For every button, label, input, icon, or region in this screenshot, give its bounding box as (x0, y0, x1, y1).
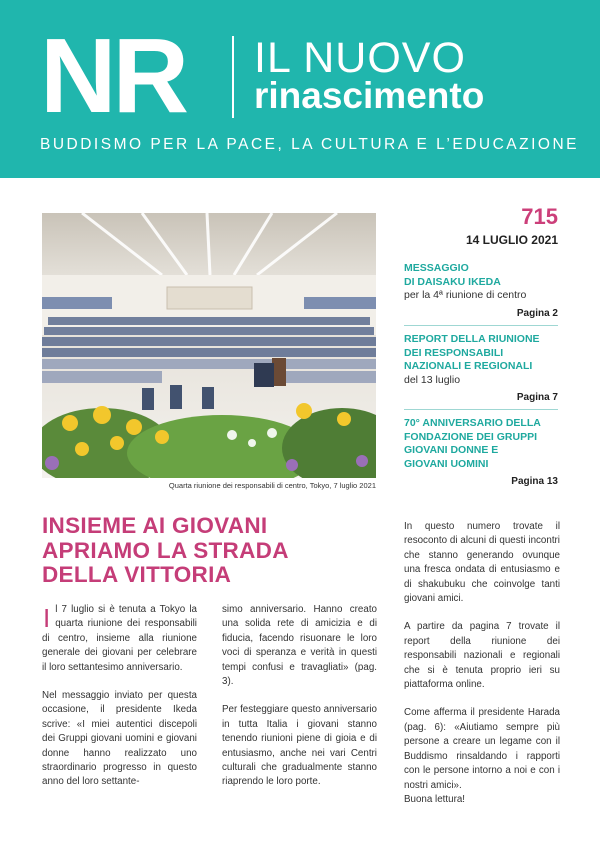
toc-subtitle: del 13 luglio (404, 373, 461, 386)
photo-caption: Quarta riunione dei responsabili di centro, Tokyo, 7 luglio 2021 (168, 481, 376, 490)
logo-divider (232, 36, 234, 118)
toc-title: REPORT DELLA RIUNIONE DEI RESPONSABILI NAZIONALI E REGIONALI (404, 333, 540, 372)
article-paragraph: Nel messaggio inviato per questa occasione, il presidente Ikeda scrive: «I miei autentici discepoli dei Gruppi giovani uomini e giovani donne hanno realizzato uno straordinario progresso in questo anno del loro settante- (42, 690, 197, 788)
magazine-title-line1: IL NUOVO (254, 34, 466, 82)
cover-photo (42, 213, 376, 478)
article-paragraph: Come afferma il presidente Harada (pag. 6): «Aiutiamo sempre più persone a creare un legame con il Buddismo rinsaldando i rapporti con le persone intorno a noi e con i nostri amici». (404, 707, 560, 791)
magazine-title-line2: rinascimento (254, 75, 485, 116)
masthead (0, 0, 600, 178)
toc-title: MESSAGGIO DI DAISAKU IKEDA (404, 262, 501, 288)
toc-page: Pagina 7 (516, 392, 558, 403)
article-column-1 (42, 603, 197, 804)
toc-item[interactable] (404, 262, 558, 320)
article-column-2 (222, 603, 377, 804)
toc-item[interactable] (404, 417, 558, 488)
logo-initials: NR (40, 17, 186, 135)
toc-title: 70° ANNIVERSARIO DELLA FONDAZIONE DEI GRUPPI GIOVANI DONNE E GIOVANI UOMINI (404, 417, 541, 470)
tagline: BUDDISMO PER LA PACE, LA CULTURA E L’EDUCAZIONE (40, 136, 579, 153)
article-paragraph: Per festeggiare questo anniversario in tutta Italia i giovani stanno tenendo riunioni piene di gioia e di entusiasmo, anche nei vari Centri culturali che gradualmente stanno riaprendo le loro porte. (222, 704, 377, 788)
article-sign-off: Buona lettura! (404, 793, 466, 805)
article-paragraph: Il 7 luglio si è tenuta a Tokyo la quarta riunione dei responsabili di centro, insieme alla riunione generale dei giovani per celebrare il loro settantesimo anniversario. (42, 603, 197, 673)
issue-number: 715 (521, 204, 558, 229)
article-column-3 (404, 520, 560, 821)
article-headline: INSIEME AI GIOVANI APRIAMO LA STRADA DELLA VITTORIA (42, 513, 289, 587)
toc-page: Pagina 13 (511, 476, 558, 487)
meeting-hall-illustration (42, 213, 376, 478)
toc-item[interactable] (404, 333, 558, 404)
article-paragraph: A partire da pagina 7 trovate il report della riunione dei responsabili nazionali e regionali che si è tenuta proprio ieri su piattaforma online. (404, 621, 560, 691)
article-paragraph: simo anniversario. Hanno creato una solida rete di amicizia e di fiducia, facendo risuonare le loro voci di speranza e verità in questi tempi confusi e travagliati» (pag. 3). (222, 604, 377, 688)
toc-divider (404, 409, 558, 410)
article-paragraph: In questo numero trovate il resoconto di alcuni di questi incontri che stanno generando ovunque una fresca ondata di entusiasmo e di shakubuku che coinvolge tanti giovani amici. (404, 521, 560, 605)
toc-page: Pagina 2 (516, 307, 558, 319)
toc-divider (404, 325, 558, 326)
toc-subtitle: per la 4ª riunione di centro (404, 289, 527, 301)
issue-date: 14 LUGLIO 2021 (465, 233, 558, 247)
drop-cap: I (43, 603, 51, 633)
